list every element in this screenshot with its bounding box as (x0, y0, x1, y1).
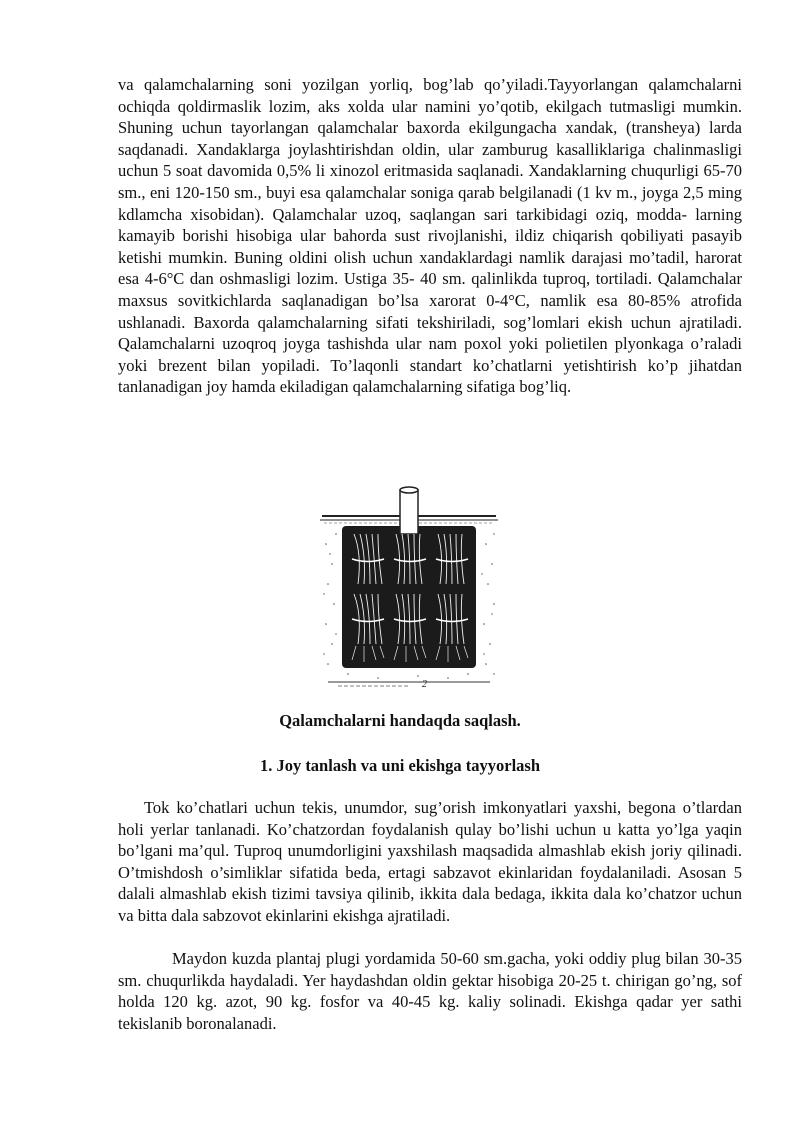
paragraph-storage-text: va qalamchalarning soni yozilgan yorliq, bog’lab qo’yiladi.Tayyorlangan qalamchalarni ochiqda qoldirmaslik lozim, aks xolda ular namini yo’qotib, ekilgach tutmasligi mumkin. Shuning uchun tayorlangan qalamchalar baxorda ekilgungacha xandak, (transheya) larda saqdanadi. Xandaklarga joylashtirishdan oldin, ular zamburug kasalliklariga chalinmasligi uchun 5 soat davomida 0,5% li xinozol eritmasida saqlanadi. Xandaklarning chuqurligi 65-70 sm., eni 120-150 sm., buyi esa qalamchalar soniga qarab belgilanadi (1 kv m., joyga 2,5 ming kdlamcha xisobidan). Qalamchalar uzoq, saqlangan sari tarkibidagi oziq, modda- larning kamayib borishi hisobiga ular bahorda sust rivojlanishi, ildiz chiqarish qobiliyati pasayib ketishi mumkin. Buning oldini olish uchun xandaklardagi namlik darajasi mo’tadil, harorat esa 4-6°C dan oshmasligi lozim. Ustiga 35- 40 sm. qalinlikda tuproq, tortiladi. Qalamchalar maxsus sovitkichlarda saqlanadigan bo’lsa xarorat 0-4°C, namlik esa 80-85% atrofida ushlanadi. Baxorda qalamchalarning sifati tekshiriladi, sog’lomlari ekish uchun ajratiladi. Qalamchalarni uzoqroq joyga tashishda ular nam poxol yoki polietilen plyonkaga o’raladi yoki brezent bilan yopiladi. To’laqonli standart ko’chatlarni yetishtirish ko’p jihatdan tanlanadigan joy hamda ekiladigan qalamchalarning sifatiga bog’liq. (118, 75, 742, 397)
paragraph-plowing: Maydon kuzda plantaj plugi yordamida 50-60 sm.gacha, yoki oddiy plug bilan 30-35 sm. chuqurlikda haydaladi. Yer haydashdan oldin gektar hisobiga 20-25 t. chirigan go’ng, sof holda 120 kg. azot, 90 kg. fosfor va 40-45 kg. kaliy solinadi. Ekishga qadar yer sathi tekislanib boronalanadi. (118, 949, 742, 1033)
trench-drawing (318, 484, 500, 692)
paragraph-site-selection: Tok ko’chatlari uchun tekis, unumdor, sug’orish imkonyatlari yaxshi, begona o’tlardan holi yerlar tanlanadi. Ko’chatzordan foydalanish qulay bo’lishi uchun u katta yo’lga yaqin bo’lgani ma’qul. Tuproq unumdorligini yaxshilash maqsadida almashlab ekish joriy qilinadi. O’tmishdosh o’simliklar sifatida beda, ertagi sabzavot ekinlaridan foydalaniladi. Asosan 5 dalali almashlab ekish tizimi tavsiya qilinib, ikkita dala bedaga, ikkita dala ko’chatzor uchun va bitta dala sabzovot ekinlarini ekishga ajratiladi. (118, 798, 742, 925)
figure-caption: Qalamchalarni handaqda saqlash. (279, 711, 521, 730)
section-heading: 1. Joy tanlash va uni ekishga tayyorlash (259, 756, 541, 775)
figure-number-label: 2 (422, 679, 427, 690)
trench-storage-illustration (318, 484, 500, 692)
